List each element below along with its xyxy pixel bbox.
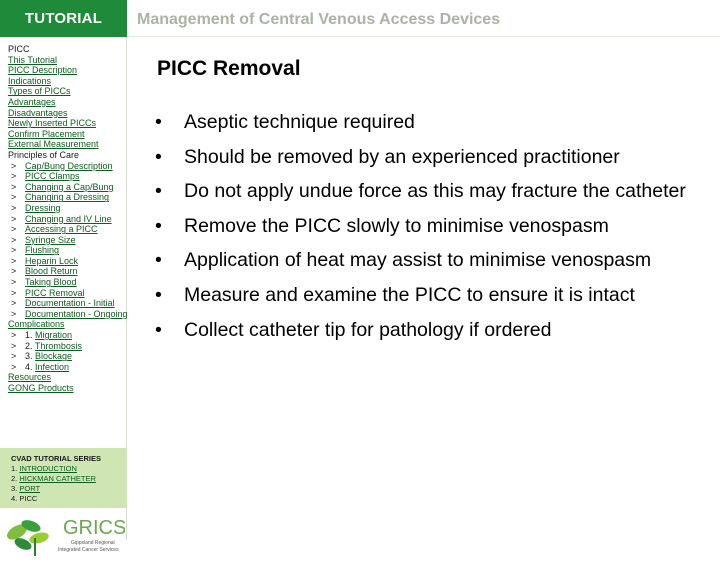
sidebar-link-disadvantages[interactable]: Disadvantages xyxy=(8,107,68,118)
bullet-item xyxy=(155,318,695,343)
sidebar-care-link[interactable]: PICC Clamps xyxy=(25,171,80,182)
chevron-right-icon: > xyxy=(11,287,17,298)
sidebar-nav xyxy=(8,44,130,394)
chevron-right-icon: > xyxy=(11,361,17,372)
chevron-right-icon: > xyxy=(11,160,17,171)
bullet-list xyxy=(155,110,695,352)
chevron-right-icon: > xyxy=(11,245,17,256)
series-title: CVAD TUTORIAL SERIES xyxy=(11,454,102,463)
sidebar-care-link[interactable]: Accessing a PICC xyxy=(25,224,98,235)
chevron-right-icon: > xyxy=(11,266,17,277)
bullet-item xyxy=(155,283,695,308)
sidebar-section-principles: Principles of Care xyxy=(8,149,80,160)
sidebar-link-external-measurement[interactable]: External Measurement xyxy=(8,139,99,150)
logo-name: GRICS xyxy=(63,517,125,539)
grics-logo xyxy=(3,512,125,560)
sidebar-care-link[interactable]: Flushing xyxy=(25,245,60,256)
bullet-item xyxy=(155,248,695,273)
sidebar-care-link[interactable]: Syringe Size xyxy=(25,234,76,245)
sidebar-care-link[interactable]: Taking Blood xyxy=(25,277,77,288)
grics-logo-graphic xyxy=(3,512,125,560)
bullet-text: Remove the PICC slowly to minimise venospasm xyxy=(184,214,609,237)
bullet-item xyxy=(155,179,695,204)
bullet-item xyxy=(155,214,695,239)
bullet-item xyxy=(155,145,695,170)
chevron-right-icon: > xyxy=(11,308,17,319)
series-link-hickman[interactable]: HICKMAN CATHETER xyxy=(19,474,96,483)
series-number: 2. xyxy=(11,474,18,483)
bullet-item xyxy=(155,110,695,135)
complication-number: 4. xyxy=(25,361,33,372)
tutorial-badge: TUTORIAL xyxy=(0,0,127,37)
chevron-right-icon: > xyxy=(11,330,17,341)
series-number: 3. xyxy=(11,484,18,493)
sidebar-care-link[interactable]: Blood Return xyxy=(25,266,78,277)
bullet-icon: • xyxy=(155,180,162,203)
sidebar-complication-link[interactable]: Infection xyxy=(35,361,70,372)
sidebar-link-resources[interactable]: Resources xyxy=(8,372,52,383)
sidebar-care-link-current[interactable]: PICC Removal xyxy=(25,287,85,298)
bullet-text: Aseptic technique required xyxy=(184,111,415,133)
header-divider xyxy=(127,36,720,37)
chevron-right-icon: > xyxy=(11,351,17,362)
bullet-icon: • xyxy=(155,214,162,237)
bullet-icon: • xyxy=(155,283,162,306)
chevron-right-icon: > xyxy=(11,202,17,213)
logo-line1: Gippsland Regional xyxy=(71,540,115,546)
slide-title: PICC Removal xyxy=(157,57,301,80)
complication-number: 1. xyxy=(25,330,33,341)
series-number: 4. xyxy=(11,494,18,503)
series-link-introduction[interactable]: INTRODUCTION xyxy=(19,464,77,473)
app-title: Management of Central Venous Access Devices xyxy=(137,11,501,28)
bullet-text: Application of heat may assist to minimise venospasm xyxy=(184,249,652,272)
sidebar-care-link[interactable]: Documentation - Ongoing xyxy=(25,308,128,319)
bullet-icon: • xyxy=(155,318,162,341)
chevron-right-icon: > xyxy=(11,255,17,266)
sidebar-care-link[interactable]: Heparin Lock xyxy=(25,255,79,266)
bullet-text: Should be removed by an experienced practitioner xyxy=(184,145,620,168)
sidebar-care-link[interactable]: Changing a Cap/Bung xyxy=(25,181,114,192)
sidebar-link-advantages[interactable]: Advantages xyxy=(8,96,56,107)
sidebar-section-picc: PICC xyxy=(8,44,30,54)
sidebar-link-types-of-piccs[interactable]: Types of PICCs xyxy=(8,86,71,97)
leaf-icon xyxy=(4,518,49,556)
chevron-right-icon: > xyxy=(11,181,17,192)
sidebar-link-confirm-placement[interactable]: Confirm Placement xyxy=(8,128,85,139)
complication-number: 2. xyxy=(25,340,33,351)
sidebar-link-complications[interactable]: Complications xyxy=(8,319,65,330)
chevron-right-icon: > xyxy=(11,213,17,224)
series-link-port[interactable]: PORT xyxy=(19,484,41,493)
bullet-text: Measure and examine the PICC to ensure it is intact xyxy=(184,283,635,306)
series-number: 1. xyxy=(11,464,18,473)
chevron-right-icon: > xyxy=(11,171,17,182)
series-current-picc: PICC xyxy=(19,494,38,503)
sidebar-link-picc-description[interactable]: PICC Description xyxy=(8,65,78,76)
chevron-right-icon: > xyxy=(11,234,17,245)
chevron-right-icon: > xyxy=(11,340,17,351)
logo-line2: Integrated Cancer Services xyxy=(58,547,119,553)
sidebar-care-link[interactable]: Changing and IV Line xyxy=(25,213,112,224)
sidebar-care-link[interactable]: Dressing xyxy=(25,202,61,213)
bullet-icon: • xyxy=(155,249,162,272)
chevron-right-icon: > xyxy=(11,224,17,235)
chevron-right-icon: > xyxy=(11,298,17,309)
sidebar-complication-link[interactable]: Thrombosis xyxy=(34,340,82,351)
sidebar-link-indications[interactable]: Indications xyxy=(8,75,52,86)
header-bar xyxy=(0,0,720,37)
bullet-icon: • xyxy=(155,145,162,168)
sidebar-care-link[interactable]: Changing a Dressing xyxy=(25,192,110,203)
sidebar-complication-link[interactable]: Blockage xyxy=(35,351,73,362)
sidebar-link-gong-products[interactable]: GONG Products xyxy=(8,383,74,393)
tutorial-series-box xyxy=(0,448,127,508)
chevron-right-icon: > xyxy=(11,277,17,288)
sidebar xyxy=(0,37,128,553)
sidebar-complication-link[interactable]: Migration xyxy=(35,330,73,341)
chevron-right-icon: > xyxy=(11,192,17,203)
bullet-text: Do not apply undue force as this may fracture the catheter xyxy=(184,180,686,203)
bullet-text: Collect catheter tip for pathology if ordered xyxy=(184,318,552,341)
sidebar-link-this-tutorial[interactable]: This Tutorial xyxy=(8,54,58,65)
sidebar-link-newly-inserted[interactable]: Newly Inserted PICCs xyxy=(8,118,97,129)
sidebar-care-link[interactable]: Cap/Bung Description xyxy=(25,160,113,171)
bullet-icon: • xyxy=(155,111,162,133)
complication-number: 3. xyxy=(25,351,33,362)
sidebar-care-link[interactable]: Documentation - Initial xyxy=(25,298,115,309)
